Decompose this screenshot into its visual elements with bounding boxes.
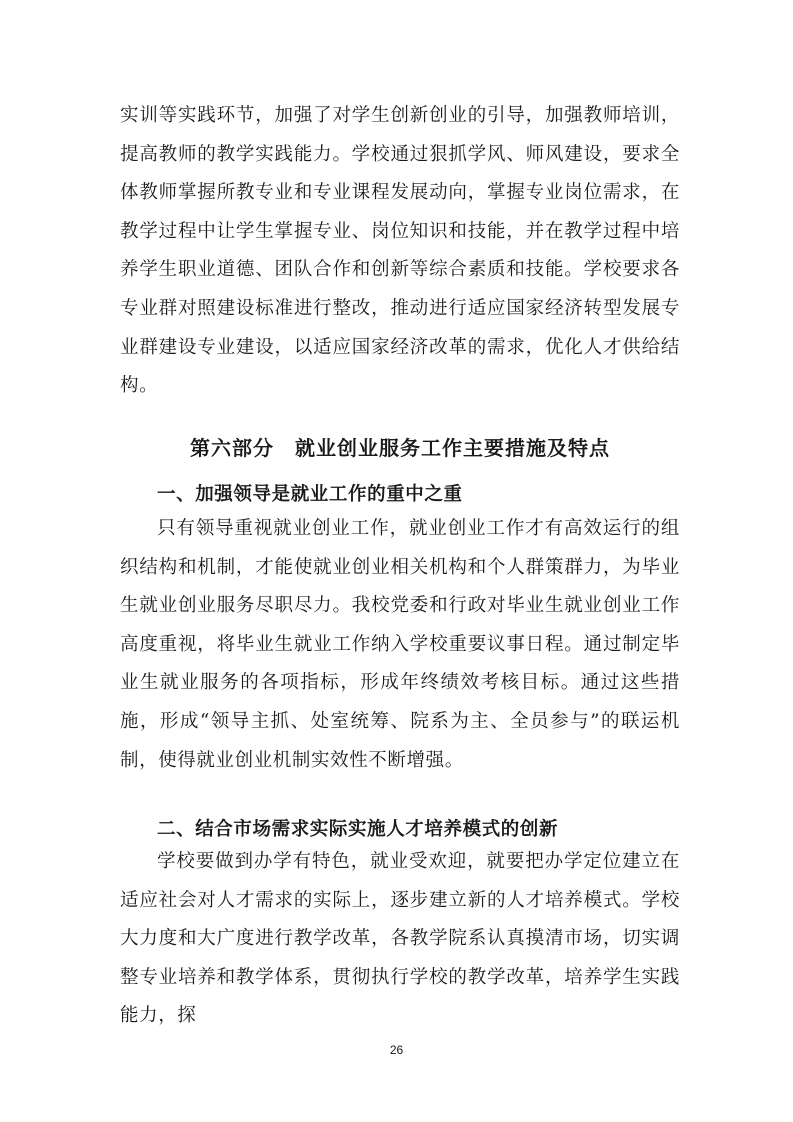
- section-heading-1: 一、加强领导是就业工作的重中之重: [157, 484, 463, 505]
- body-paragraph-continuation: 实训等实践环节，加强了对学生创新创业的引导，加强教师培训，提高教师的教学实践能力。学校通过狠抓学风、师风建设，要求全体教师掌握所教专业和专业课程发展动向，掌握专业岗位需求，在教学过程中让学生掌握专业、岗位知识和技能，并在教学过程中培养学生职业道德、团队合作和创新等综合素质和技能。学校要求各专业群对照建设标准进行整改，推动进行适应国家经济转型发展专业群建设专业建设，以适应国家经济改革的需求，优化人才供给结构。: [120, 105, 680, 397]
- body-paragraph-training-model: 学校要做到办学有特色，就业受欢迎，就要把办学定位建立在适应社会对人才需求的实际上，逐步建立新的人才培养模式。学校大力度和大广度进行教学改革，各教学院系认真摸清市场，切实调整专业培养和教学体系，贯彻执行学校的教学改革，培养学生实践能力，探: [120, 851, 680, 1027]
- part-heading: 第六部分 就业创业服务工作主要措施及特点: [190, 436, 610, 460]
- section-heading-2: 二、结合市场需求实际实施人才培养模式的创新: [157, 819, 559, 840]
- page-number: 26: [389, 1043, 404, 1057]
- body-paragraph-leadership: 只有领导重视就业创业工作，就业创业工作才有高效运行的组织结构和机制，才能使就业创业相关机构和个人群策群力，为毕业生就业创业服务尽职尽力。我校党委和行政对毕业生就业创业工作高度重视，将毕业生就业工作纳入学校重要议事日程。通过制定毕业生就业服务的各项指标，形成年终绩效考核目标。通过这些措施，形成“领导主抓、处室统筹、院系为主、全员参与”的联运机制，使得就业创业机制实效性不断增强。: [120, 518, 680, 771]
